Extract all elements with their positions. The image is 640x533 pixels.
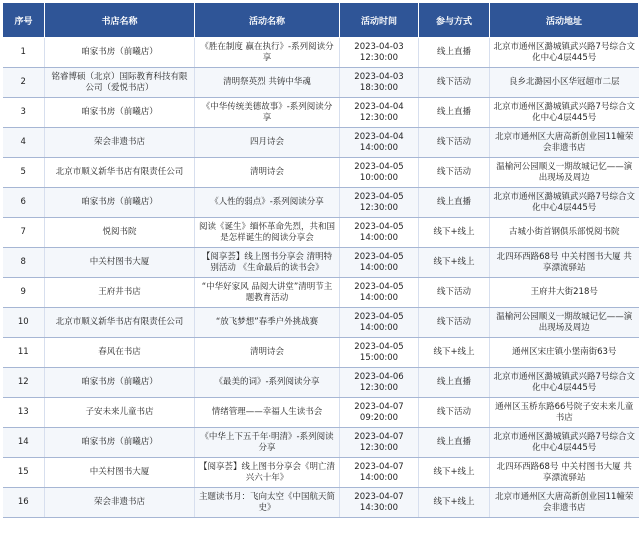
cell-no: 2 (3, 68, 45, 98)
cell-event: 【阅享荟】线上图书分享会 清明特别活动 《生命最后的读书会》 (195, 248, 340, 278)
header-mode: 参与方式 (419, 3, 490, 38)
cell-mode: 线上直播 (419, 368, 490, 398)
cell-time (340, 98, 419, 128)
cell-address: 通州区宋庄镇小堡南街63号 (490, 338, 639, 368)
cell-no: 4 (3, 128, 45, 158)
cell-no: 7 (3, 218, 45, 248)
table-row (3, 428, 639, 458)
table-row (3, 68, 639, 98)
cell-no: 9 (3, 278, 45, 308)
event-clock-time: 14:00:00 (359, 142, 399, 153)
cell-store: 中关村图书大厦 (45, 248, 195, 278)
cell-address: 温榆河公园顺义一期故城记忆——演出现场及周边 (490, 158, 639, 188)
cell-time (340, 38, 419, 68)
event-clock-time: 14:00:00 (359, 322, 399, 333)
event-clock-time: 12:30:00 (359, 52, 399, 63)
event-date: 2023-04-05 (354, 311, 404, 322)
event-date: 2023-04-05 (354, 221, 404, 232)
cell-mode: 线下+线上 (419, 218, 490, 248)
cell-event: 清明诗会 (195, 158, 340, 188)
cell-mode: 线下+线上 (419, 338, 490, 368)
table-row (3, 218, 639, 248)
table-row (3, 128, 639, 158)
cell-address: 北四环西路68号 中关村图书大厦 共享漂流驿站 (490, 248, 639, 278)
cell-event: 《人性的弱点》-系列阅读分享 (195, 188, 340, 218)
event-clock-time: 12:30:00 (359, 202, 399, 213)
event-date: 2023-04-05 (354, 161, 404, 172)
event-clock-time: 14:00:00 (359, 472, 399, 483)
event-date: 2023-04-05 (354, 251, 404, 262)
cell-event: 清明诗会 (195, 338, 340, 368)
event-clock-time: 14:00:00 (359, 232, 399, 243)
event-date: 2023-04-03 (354, 41, 404, 52)
event-clock-time: 09:20:00 (359, 412, 399, 423)
cell-time (340, 428, 419, 458)
event-date: 2023-04-07 (354, 401, 404, 412)
cell-address: 北京市通州区潞城镇武兴路7号综合文化中心4层445号 (490, 98, 639, 128)
cell-store: 北京市顺义新华书店有限责任公司 (45, 308, 195, 338)
event-date: 2023-04-05 (354, 341, 404, 352)
event-date: 2023-04-07 (354, 461, 404, 472)
cell-address: 通州区玉桥东路66号院子安未来儿童书店 (490, 398, 639, 428)
table-row (3, 368, 639, 398)
event-clock-time: 18:30:00 (359, 82, 399, 93)
cell-time (340, 128, 419, 158)
cell-event: 《胜在制度 赢在执行》-系列阅读分享 (195, 38, 340, 68)
cell-event: 主题读书月：飞向太空《中国航天简史》 (195, 488, 340, 518)
cell-time (340, 398, 419, 428)
cell-mode: 线下活动 (419, 308, 490, 338)
event-clock-time: 12:30:00 (359, 382, 399, 393)
cell-store: 荣会非遗书店 (45, 488, 195, 518)
cell-address: 良乡北潞园小区华冠超市二层 (490, 68, 639, 98)
cell-time (340, 218, 419, 248)
cell-mode: 线下活动 (419, 398, 490, 428)
cell-event: 清明祭英烈 共铸中华魂 (195, 68, 340, 98)
header-time: 活动时间 (340, 3, 419, 38)
cell-no: 10 (3, 308, 45, 338)
cell-event: 《中华传统美德故事》-系列阅读分享 (195, 98, 340, 128)
event-clock-time: 14:30:00 (359, 502, 399, 513)
cell-no: 5 (3, 158, 45, 188)
cell-store: 中关村图书大厦 (45, 458, 195, 488)
cell-mode: 线下活动 (419, 158, 490, 188)
cell-mode: 线下活动 (419, 278, 490, 308)
header-no: 序号 (3, 3, 45, 38)
cell-event: 四月诗会 (195, 128, 340, 158)
cell-address: 王府井大街218号 (490, 278, 639, 308)
cell-address: 温榆河公园顺义一期故城记忆——演出现场及周边 (490, 308, 639, 338)
event-date: 2023-04-04 (354, 101, 404, 112)
cell-mode: 线下活动 (419, 68, 490, 98)
cell-store: 悦阅书院 (45, 218, 195, 248)
cell-address: 北京市通州区潞城镇武兴路7号综合文化中心4层445号 (490, 368, 639, 398)
cell-time (340, 308, 419, 338)
cell-time (340, 248, 419, 278)
cell-store: 咱家书房（前曦店） (45, 368, 195, 398)
activity-table (2, 2, 639, 518)
cell-no: 1 (3, 38, 45, 68)
cell-no: 8 (3, 248, 45, 278)
cell-store: 咱家书房（前曦店） (45, 188, 195, 218)
cell-address: 北京市通州区潞城镇武兴路7号综合文化中心4层445号 (490, 428, 639, 458)
cell-time (340, 278, 419, 308)
table-row (3, 488, 639, 518)
event-date: 2023-04-06 (354, 371, 404, 382)
header-event: 活动名称 (195, 3, 340, 38)
cell-no: 11 (3, 338, 45, 368)
event-date: 2023-04-03 (354, 71, 404, 82)
cell-store: 咱家书房（前曦店） (45, 98, 195, 128)
header-address: 活动地址 (490, 3, 639, 38)
cell-event: 阅读《诞生》缅怀革命先烈，共和国是怎样诞生的阅读分享会 (195, 218, 340, 248)
cell-store: 北京市顺义新华书店有限责任公司 (45, 158, 195, 188)
cell-address: 古城小街首钢俱乐部悦阅书院 (490, 218, 639, 248)
cell-store: 荣会非遗书店 (45, 128, 195, 158)
cell-event: 《中华上下五千年·明清》-系列阅读分享 (195, 428, 340, 458)
table-row (3, 308, 639, 338)
table-row (3, 278, 639, 308)
cell-event: “放飞梦想”春季户外挑战赛 (195, 308, 340, 338)
header-store: 书店名称 (45, 3, 195, 38)
cell-mode: 线上直播 (419, 98, 490, 128)
event-date: 2023-04-07 (354, 431, 404, 442)
event-clock-time: 10:00:00 (359, 172, 399, 183)
cell-time (340, 488, 419, 518)
cell-store: 铭睿博硕（北京）国际教育科技有限公司（爱悦书店） (45, 68, 195, 98)
cell-time (340, 338, 419, 368)
cell-store: 子安未来儿童书店 (45, 398, 195, 428)
cell-store: 咱家书房（前曦店） (45, 428, 195, 458)
cell-mode: 线上直播 (419, 38, 490, 68)
event-clock-time: 12:30:00 (359, 112, 399, 123)
cell-store: 咱家书房（前曦店） (45, 38, 195, 68)
table-row (3, 338, 639, 368)
cell-no: 6 (3, 188, 45, 218)
cell-mode: 线下+线上 (419, 248, 490, 278)
cell-event: 《最美的词》-系列阅读分享 (195, 368, 340, 398)
activity-table-container (2, 2, 638, 518)
table-row (3, 248, 639, 278)
cell-no: 15 (3, 458, 45, 488)
cell-address: 北京市通州区大唐高新创业园11幢荣会非遗书店 (490, 128, 639, 158)
cell-time (340, 458, 419, 488)
table-row (3, 158, 639, 188)
cell-address: 北京市通州区大唐高新创业园11幢荣会非遗书店 (490, 488, 639, 518)
event-date: 2023-04-05 (354, 281, 404, 292)
cell-time (340, 68, 419, 98)
cell-event: 情绪管理——幸福人生读书会 (195, 398, 340, 428)
header-row (3, 3, 639, 38)
cell-mode: 线下+线上 (419, 458, 490, 488)
cell-no: 12 (3, 368, 45, 398)
cell-no: 13 (3, 398, 45, 428)
cell-event: 【阅享荟】线上图书分享会《明亡清兴六十年》 (195, 458, 340, 488)
event-clock-time: 12:30:00 (359, 442, 399, 453)
table-body (3, 38, 639, 518)
table-row (3, 398, 639, 428)
cell-time (340, 368, 419, 398)
cell-mode: 线上直播 (419, 428, 490, 458)
event-clock-time: 15:00:00 (359, 352, 399, 363)
table-row (3, 98, 639, 128)
event-clock-time: 14:00:00 (359, 292, 399, 303)
cell-no: 3 (3, 98, 45, 128)
cell-mode: 线下+线上 (419, 488, 490, 518)
cell-address: 北京市通州区潞城镇武兴路7号综合文化中心4层445号 (490, 38, 639, 68)
cell-no: 16 (3, 488, 45, 518)
cell-address: 北京市通州区潞城镇武兴路7号综合文化中心4层445号 (490, 188, 639, 218)
cell-store: 王府井书店 (45, 278, 195, 308)
cell-store: 春风在书店 (45, 338, 195, 368)
event-date: 2023-04-05 (354, 191, 404, 202)
event-clock-time: 14:00:00 (359, 262, 399, 273)
cell-event: “中华好家风 品阅大讲堂”清明节主题教育活动 (195, 278, 340, 308)
table-row (3, 188, 639, 218)
cell-mode: 线下活动 (419, 128, 490, 158)
table-row (3, 38, 639, 68)
cell-address: 北四环西路68号 中关村图书大厦 共享漂流驿站 (490, 458, 639, 488)
cell-no: 14 (3, 428, 45, 458)
cell-time (340, 188, 419, 218)
cell-mode: 线上直播 (419, 188, 490, 218)
event-date: 2023-04-04 (354, 131, 404, 142)
cell-time (340, 158, 419, 188)
table-row (3, 458, 639, 488)
event-date: 2023-04-07 (354, 491, 404, 502)
